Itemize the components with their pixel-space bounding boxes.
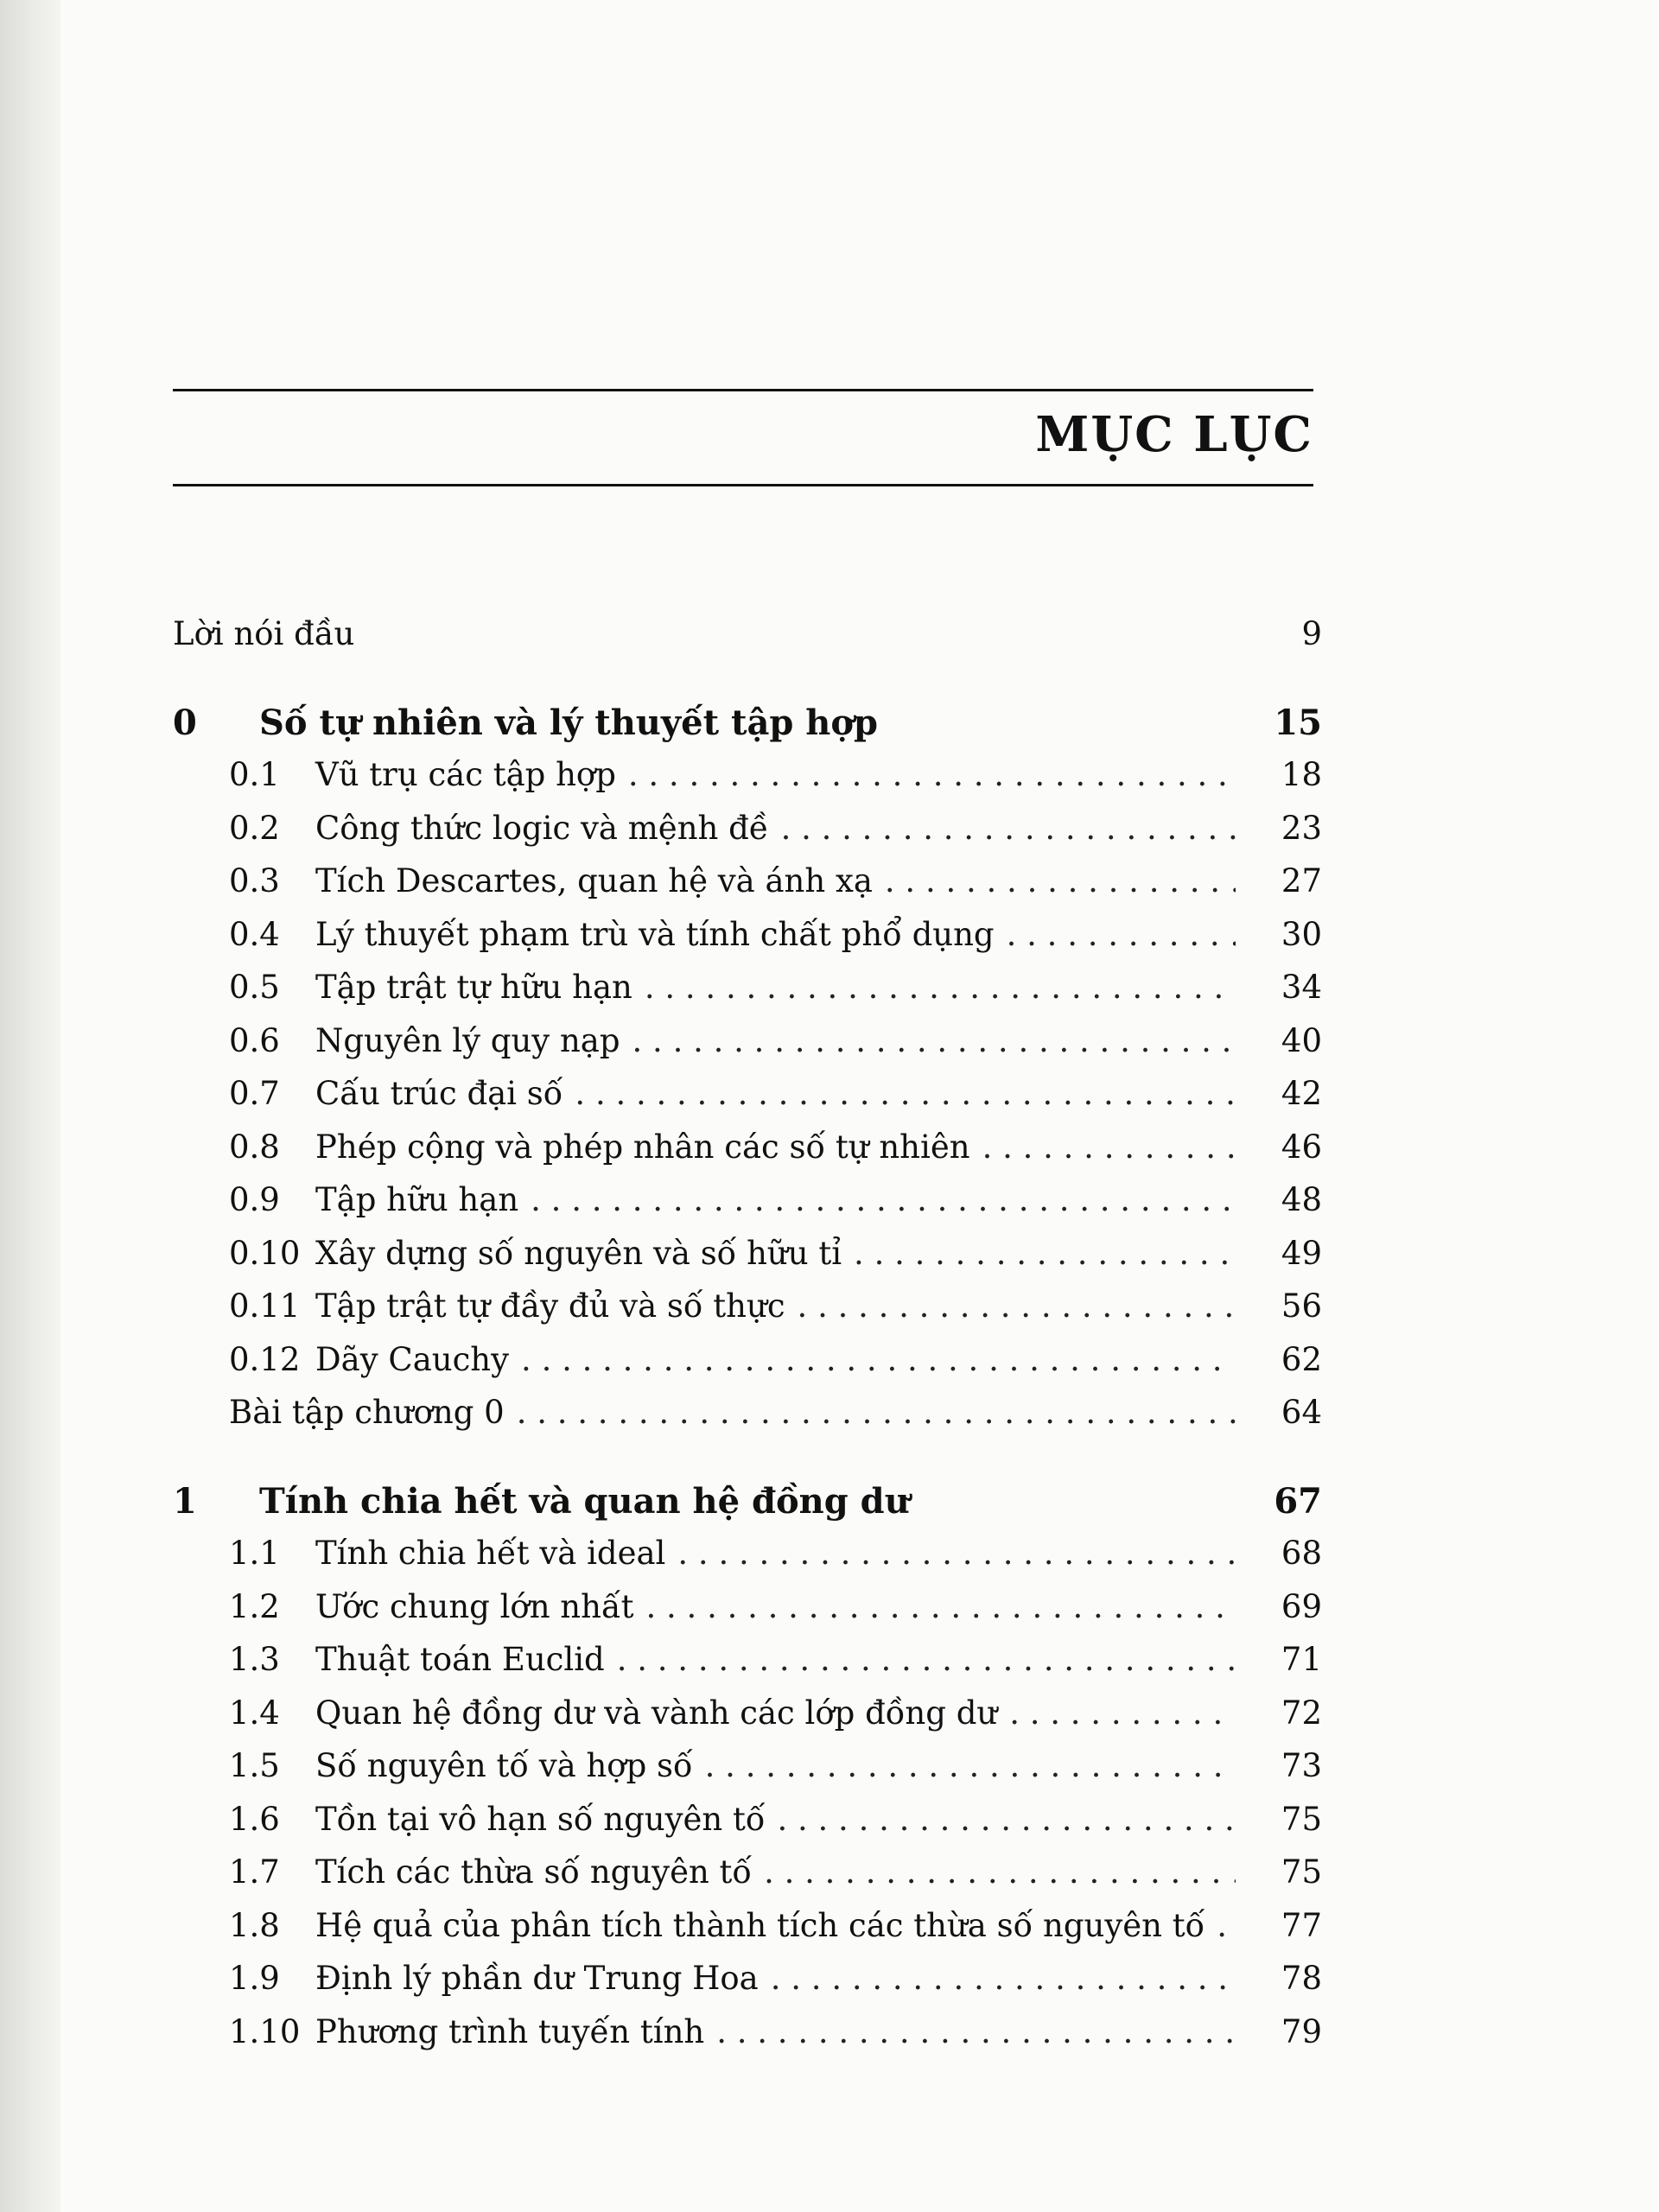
toc-entry-number: 1.8 bbox=[229, 1906, 280, 1944]
toc-entry-label: Bài tập chương 0 bbox=[229, 1394, 505, 1431]
toc-entry-label: Tích Descartes, quan hệ và ánh xạ bbox=[315, 862, 873, 899]
toc-entry-number: 0.8 bbox=[229, 1128, 280, 1166]
toc-page-number: 75 bbox=[1281, 1853, 1322, 1891]
toc-leader-dots bbox=[885, 865, 1236, 897]
toc-entry-label: Ước chung lớn nhất bbox=[315, 1587, 634, 1625]
toc-entry-label: Tập hữu hạn bbox=[315, 1181, 519, 1218]
toc-leader-dots bbox=[854, 1237, 1236, 1269]
toc-entry-label: Thuật toán Euclid bbox=[315, 1641, 605, 1678]
toc-entry[interactable] bbox=[173, 809, 1322, 866]
toc-entry[interactable] bbox=[173, 756, 1322, 812]
toc-leader-dots bbox=[632, 1025, 1236, 1057]
toc-entry[interactable] bbox=[173, 1021, 1322, 1078]
table-of-contents bbox=[173, 615, 1322, 2069]
toc-entry-label: Lý thuyết phạm trù và tính chất phổ dụng bbox=[315, 915, 995, 953]
toc-entry-number: 1.4 bbox=[229, 1694, 280, 1732]
toc-page-number: 64 bbox=[1281, 1394, 1322, 1431]
toc-leader-dots bbox=[575, 1077, 1236, 1109]
toc-entry[interactable] bbox=[173, 1800, 1322, 1857]
toc-entry-label: Vũ trụ các tập hợp bbox=[315, 756, 616, 793]
toc-entry[interactable] bbox=[173, 1181, 1322, 1237]
toc-entry[interactable] bbox=[173, 1077, 1322, 1131]
toc-entry-label: Số nguyên tố và hợp số bbox=[315, 1747, 693, 1784]
toc-page-number: 30 bbox=[1281, 915, 1322, 953]
page-title: MỤC LỤC bbox=[1035, 406, 1313, 463]
toc-page-number: 18 bbox=[1281, 756, 1322, 793]
toc-entry-label: Công thức logic và mệnh đề bbox=[315, 809, 769, 847]
toc-leader-dots bbox=[1007, 918, 1236, 950]
toc-entry-number: 1.5 bbox=[229, 1747, 280, 1784]
toc-page-number: 68 bbox=[1281, 1535, 1322, 1572]
toc-leader-dots bbox=[645, 971, 1236, 1003]
toc-entry-number: 1.10 bbox=[229, 2012, 301, 2050]
toc-leader-dots bbox=[1009, 1697, 1236, 1729]
toc-entry-label: Nguyên lý quy nạp bbox=[315, 1021, 620, 1059]
toc-leader-dots bbox=[521, 1344, 1236, 1376]
toc-entry-number: 0.6 bbox=[229, 1021, 280, 1059]
toc-leader-dots bbox=[771, 1962, 1236, 1994]
toc-page-number: 75 bbox=[1281, 1800, 1322, 1838]
toc-entry[interactable] bbox=[173, 1853, 1322, 1910]
toc-leader-dots bbox=[531, 1184, 1236, 1216]
toc-entry[interactable] bbox=[173, 915, 1322, 972]
toc-entry-number: 1 bbox=[173, 1480, 197, 1522]
toc-entry[interactable] bbox=[173, 1906, 1322, 1963]
toc-entry[interactable] bbox=[173, 1587, 1322, 1644]
toc-entry-label: Lời nói đầu bbox=[173, 615, 355, 652]
toc-entry[interactable] bbox=[173, 1962, 1322, 2016]
toc-entry-label: Hệ quả của phân tích thành tích các thừa số nguyên tố bbox=[315, 1906, 1205, 1944]
toc-page-number: 71 bbox=[1281, 1641, 1322, 1678]
toc-leader-dots bbox=[764, 1856, 1236, 1888]
toc-page-number: 23 bbox=[1281, 809, 1322, 847]
toc-leader-dots bbox=[517, 1396, 1236, 1428]
toc-page-number: 49 bbox=[1281, 1234, 1322, 1272]
toc-page-number: 72 bbox=[1281, 1694, 1322, 1732]
section-gap bbox=[173, 1450, 1322, 1484]
toc-page-number: 42 bbox=[1281, 1075, 1322, 1112]
toc-entry-label: Tập trật tự đầy đủ và số thực bbox=[315, 1287, 785, 1325]
title-bottom-rule bbox=[173, 484, 1313, 486]
toc-page-number: 69 bbox=[1281, 1587, 1322, 1625]
toc-entry-number: 0.10 bbox=[229, 1234, 301, 1272]
toc-page-number: 27 bbox=[1281, 862, 1322, 899]
toc-leader-dots bbox=[617, 1643, 1236, 1675]
toc-entry-number: 1.6 bbox=[229, 1800, 280, 1838]
toc-page-number: 78 bbox=[1281, 1960, 1322, 1997]
toc-leader-dots bbox=[1217, 1910, 1236, 1942]
toc-entry[interactable] bbox=[173, 615, 1322, 671]
toc-entry-number: 1.7 bbox=[229, 1853, 280, 1891]
toc-entry-label: Dãy Cauchy bbox=[315, 1340, 510, 1378]
toc-entry[interactable] bbox=[173, 702, 1322, 760]
toc-page-number: 79 bbox=[1281, 2012, 1322, 2050]
toc-page-number: 48 bbox=[1281, 1181, 1322, 1218]
toc-entry-label: Số tự nhiên và lý thuyết tập hợp bbox=[259, 702, 878, 743]
toc-entry-number: 0.12 bbox=[229, 1340, 301, 1378]
toc-entry[interactable] bbox=[173, 1287, 1322, 1344]
toc-page-number: 40 bbox=[1281, 1021, 1322, 1059]
toc-entry-label: Tích các thừa số nguyên tố bbox=[315, 1853, 753, 1891]
toc-entry-number: 0.3 bbox=[229, 862, 280, 899]
section-gap bbox=[173, 671, 1322, 706]
toc-entry-number: 1.9 bbox=[229, 1960, 280, 1997]
toc-entry[interactable] bbox=[173, 1128, 1322, 1185]
toc-page-number: 73 bbox=[1281, 1747, 1322, 1784]
toc-entry-number: 1.2 bbox=[229, 1587, 280, 1625]
toc-leader-dots bbox=[705, 1750, 1236, 1782]
toc-entry-label: Tính chia hết và ideal bbox=[315, 1535, 666, 1572]
toc-leader-dots bbox=[982, 1131, 1236, 1163]
toc-entry-label: Định lý phần dư Trung Hoa bbox=[315, 1960, 759, 1997]
toc-entry-number: 0.5 bbox=[229, 969, 280, 1006]
toc-page-number: 15 bbox=[1274, 702, 1322, 743]
toc-page-number: 34 bbox=[1281, 969, 1322, 1006]
toc-entry-label: Phép cộng và phép nhân các số tự nhiên bbox=[315, 1128, 970, 1166]
toc-entry-number: 1.1 bbox=[229, 1535, 280, 1572]
toc-leader-dots bbox=[677, 1537, 1236, 1569]
toc-entry-label: Tồn tại vô hạn số nguyên tố bbox=[315, 1800, 766, 1838]
toc-entry-label: Tính chia hết và quan hệ đồng dư bbox=[259, 1480, 910, 1522]
toc-page-number: 62 bbox=[1281, 1340, 1322, 1378]
toc-entry[interactable] bbox=[173, 1234, 1322, 1291]
toc-leader-dots bbox=[777, 1803, 1236, 1835]
toc-entry-number: 0.11 bbox=[229, 1287, 301, 1325]
toc-entry-number: 0.9 bbox=[229, 1181, 280, 1218]
toc-entry-label: Cấu trúc đại số bbox=[315, 1075, 563, 1112]
toc-entry[interactable] bbox=[173, 1537, 1322, 1591]
toc-entry[interactable] bbox=[173, 1396, 1322, 1450]
title-top-rule bbox=[173, 389, 1313, 391]
toc-entry-number: 0.2 bbox=[229, 809, 280, 847]
toc-entry-number: 1.3 bbox=[229, 1641, 280, 1678]
toc-page-number: 67 bbox=[1274, 1480, 1322, 1522]
book-spine bbox=[0, 0, 60, 2212]
toc-entry[interactable] bbox=[173, 1694, 1322, 1751]
toc-leader-dots bbox=[781, 812, 1236, 844]
toc-leader-dots bbox=[628, 759, 1236, 791]
toc-page-number: 77 bbox=[1281, 1906, 1322, 1944]
toc-entry[interactable] bbox=[173, 862, 1322, 918]
toc-entry[interactable] bbox=[173, 1340, 1322, 1397]
toc-entry-number: 0.7 bbox=[229, 1075, 280, 1112]
toc-leader-dots bbox=[716, 2016, 1236, 2048]
toc-entry[interactable] bbox=[173, 971, 1322, 1025]
toc-leader-dots bbox=[798, 1290, 1236, 1322]
toc-entry[interactable] bbox=[173, 1643, 1322, 1697]
toc-entry-number: 0 bbox=[173, 702, 197, 743]
toc-entry[interactable] bbox=[173, 2012, 1322, 2069]
toc-entry-number: 0.4 bbox=[229, 915, 280, 953]
toc-entry[interactable] bbox=[173, 1480, 1322, 1538]
toc-leader-dots bbox=[646, 1591, 1236, 1623]
toc-page-number: 46 bbox=[1281, 1128, 1322, 1166]
toc-page-number: 56 bbox=[1281, 1287, 1322, 1325]
toc-entry-label: Tập trật tự hữu hạn bbox=[315, 969, 632, 1006]
toc-entry-label: Quan hệ đồng dư và vành các lớp đồng dư bbox=[315, 1694, 998, 1732]
toc-entry-label: Xây dựng số nguyên và số hữu tỉ bbox=[315, 1234, 842, 1272]
toc-entry[interactable] bbox=[173, 1747, 1322, 1803]
toc-page-number: 9 bbox=[1301, 615, 1322, 652]
toc-entry-label: Phương trình tuyến tính bbox=[315, 2012, 705, 2050]
toc-entry-number: 0.1 bbox=[229, 756, 280, 793]
